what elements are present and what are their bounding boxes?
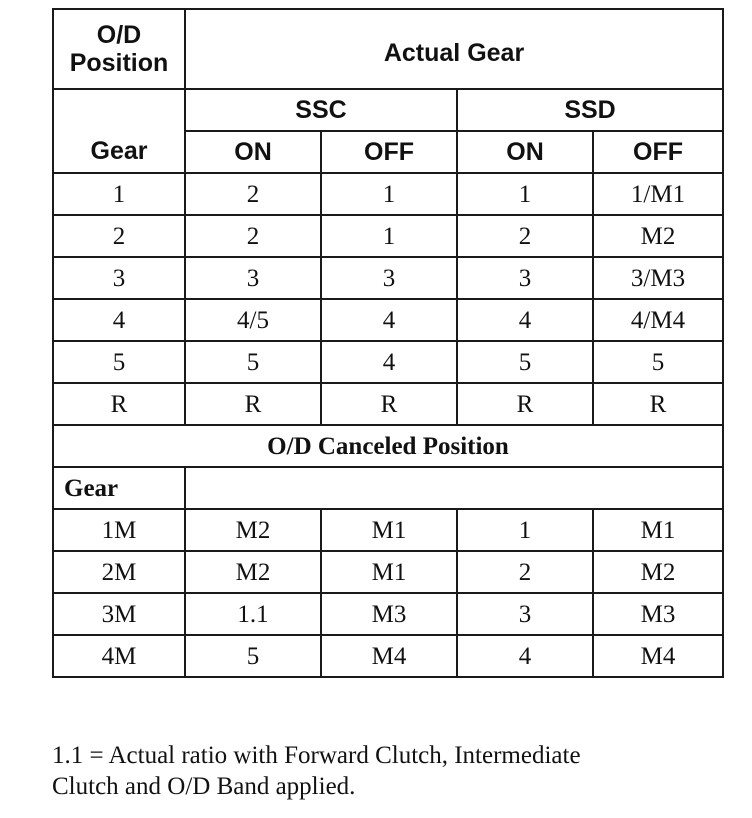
ssc-on-cell: 3 bbox=[185, 257, 321, 299]
gear-cell: 5 bbox=[53, 341, 185, 383]
gear-header: Gear bbox=[53, 131, 185, 173]
table-row bbox=[53, 173, 723, 215]
ssd-off-cell: M4 bbox=[593, 635, 723, 677]
ssd-off-cell: M2 bbox=[593, 551, 723, 593]
ssd-on-cell: 3 bbox=[457, 593, 593, 635]
ssc-on-header: ON bbox=[185, 131, 321, 173]
footnote bbox=[52, 740, 742, 802]
ssc-off-header: OFF bbox=[321, 131, 457, 173]
od-canceled-title: O/D Canceled Position bbox=[53, 425, 723, 467]
ssc-on-cell: 1.1 bbox=[185, 593, 321, 635]
ssd-off-cell: M3 bbox=[593, 593, 723, 635]
ssd-on-cell: 4 bbox=[457, 299, 593, 341]
table-row bbox=[53, 593, 723, 635]
ssd-header: SSD bbox=[457, 89, 723, 131]
ssd-on-cell: 5 bbox=[457, 341, 593, 383]
ssc-header: SSC bbox=[185, 89, 457, 131]
section-title-row bbox=[53, 425, 723, 467]
canceled-blank-cell bbox=[185, 467, 723, 509]
gear-cell: 2M bbox=[53, 551, 185, 593]
od-position-header bbox=[53, 9, 185, 89]
gear-cell: 4M bbox=[53, 635, 185, 677]
ssc-off-cell: M4 bbox=[321, 635, 457, 677]
ssd-off-cell: 1/M1 bbox=[593, 173, 723, 215]
header-row-groups bbox=[53, 89, 723, 131]
ssc-off-cell: 1 bbox=[321, 215, 457, 257]
ssd-on-cell: 3 bbox=[457, 257, 593, 299]
ssd-off-cell: 4/M4 bbox=[593, 299, 723, 341]
gear-cell: 1M bbox=[53, 509, 185, 551]
gear-cell: 3 bbox=[53, 257, 185, 299]
ssc-off-cell: 3 bbox=[321, 257, 457, 299]
gear-table bbox=[52, 8, 724, 678]
ssd-on-cell: 4 bbox=[457, 635, 593, 677]
gear-cell: 3M bbox=[53, 593, 185, 635]
table-row bbox=[53, 635, 723, 677]
ssc-off-cell: 4 bbox=[321, 299, 457, 341]
od-position-label-line1: O/D bbox=[96, 21, 142, 49]
ssd-off-cell: M2 bbox=[593, 215, 723, 257]
ssc-off-cell: 1 bbox=[321, 173, 457, 215]
table-row bbox=[53, 509, 723, 551]
footnote-line2: Clutch and O/D Band applied. bbox=[52, 773, 356, 800]
footnote-line1: 1.1 = Actual ratio with Forward Clutch, Intermediate bbox=[52, 742, 581, 769]
actual-gear-header: Actual Gear bbox=[185, 9, 723, 89]
ssc-on-cell: M2 bbox=[185, 551, 321, 593]
ssd-off-cell: 5 bbox=[593, 341, 723, 383]
table-row bbox=[53, 551, 723, 593]
ssd-off-cell: 3/M3 bbox=[593, 257, 723, 299]
header-row-top bbox=[53, 9, 723, 89]
ssc-off-cell: R bbox=[321, 383, 457, 425]
header-row-columns bbox=[53, 131, 723, 173]
ssc-on-cell: M2 bbox=[185, 509, 321, 551]
ssd-off-header: OFF bbox=[593, 131, 723, 173]
table-row bbox=[53, 257, 723, 299]
gear-cell: R bbox=[53, 383, 185, 425]
canceled-gear-label: Gear bbox=[53, 467, 185, 509]
table-row bbox=[53, 299, 723, 341]
ssc-on-cell: 2 bbox=[185, 173, 321, 215]
ssc-off-cell: 4 bbox=[321, 341, 457, 383]
ssd-on-cell: R bbox=[457, 383, 593, 425]
gear-header-blank bbox=[53, 89, 185, 131]
ssc-off-cell: M1 bbox=[321, 509, 457, 551]
od-position-label-line2: Position bbox=[69, 49, 169, 77]
ssd-on-cell: 2 bbox=[457, 215, 593, 257]
table-row bbox=[53, 215, 723, 257]
table-row bbox=[53, 341, 723, 383]
ssc-on-cell: 5 bbox=[185, 341, 321, 383]
ssd-on-header: ON bbox=[457, 131, 593, 173]
ssc-on-cell: R bbox=[185, 383, 321, 425]
ssd-on-cell: 1 bbox=[457, 173, 593, 215]
ssc-off-cell: M1 bbox=[321, 551, 457, 593]
ssc-off-cell: M3 bbox=[321, 593, 457, 635]
gear-cell: 4 bbox=[53, 299, 185, 341]
canceled-gear-label-row bbox=[53, 467, 723, 509]
ssd-on-cell: 2 bbox=[457, 551, 593, 593]
gear-cell: 2 bbox=[53, 215, 185, 257]
ssc-on-cell: 4/5 bbox=[185, 299, 321, 341]
gear-cell: 1 bbox=[53, 173, 185, 215]
ssc-on-cell: 5 bbox=[185, 635, 321, 677]
ssd-off-cell: M1 bbox=[593, 509, 723, 551]
table-row bbox=[53, 383, 723, 425]
ssd-off-cell: R bbox=[593, 383, 723, 425]
ssc-on-cell: 2 bbox=[185, 215, 321, 257]
ssd-on-cell: 1 bbox=[457, 509, 593, 551]
